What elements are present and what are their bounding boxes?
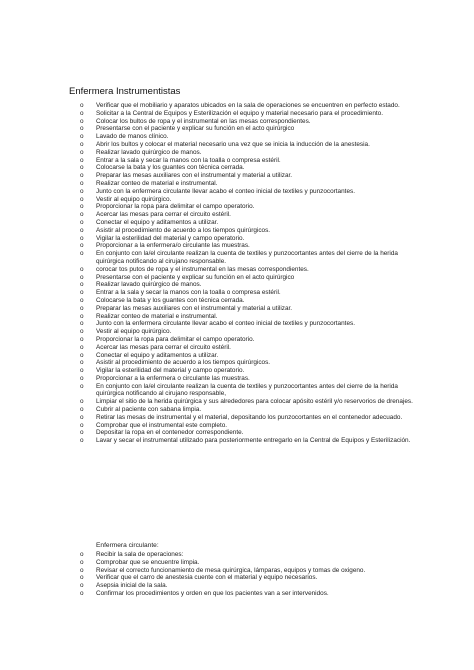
bullet-icon: o <box>80 558 84 566</box>
list-item <box>80 336 420 344</box>
list-item-text: Solicitar a la Central de Equipos y Esterilización el equipo y material necesario para el procedimiento. <box>96 109 384 117</box>
bullet-icon: o <box>80 429 84 437</box>
list-item <box>80 180 420 188</box>
list-item <box>80 297 420 305</box>
list-item-text: Proporcionar la ropa para delimitar el campo operatorio. <box>96 335 255 343</box>
list-item <box>80 313 420 321</box>
list-item-text: Limpiar el sitio de la herida quirúrgica y sus alrededores para colocar apósito estéril y/o reservorios de drenajes. <box>96 398 413 406</box>
list-item-text: Comprobar que el instrumental este completo. <box>96 421 228 429</box>
bullet-icon: o <box>80 117 84 125</box>
list-item-text: Vestir al equipo quirúrgico. <box>96 195 172 203</box>
list-item-text: Junto con la enfermera circulante llevar acabo el conteo inicial de textiles y punzocortantes. <box>96 187 355 195</box>
list-item-text: Proporcionar a la enfermera o circulante las muestras. <box>96 374 250 382</box>
list-item <box>80 567 420 575</box>
list-item-text: Vigilar la esterilidad del material y campo operatorio. <box>96 367 245 375</box>
list-item-text: En conjunto con la/el circulante realizan la cuenta de textiles y punzocortantes antes del cierre de la herida quirúrgica notificando al cirujano responsable. <box>96 250 398 265</box>
list-item-text: Recibir la sala de operaciones: <box>96 551 184 558</box>
list-item-text: Lavado de manos clínico. <box>96 133 169 141</box>
list-item <box>80 149 420 157</box>
bullet-icon: o <box>80 296 84 304</box>
list-item <box>80 203 420 211</box>
list-item-text: Comprobar que se encuentre limpia. <box>96 558 200 566</box>
bullet-icon: o <box>80 211 84 219</box>
list-item <box>80 250 420 266</box>
list-item-text: Proporcionar a la enfermera/o circulante las muestras. <box>96 242 250 250</box>
list-item <box>80 219 420 227</box>
list-item <box>80 102 420 110</box>
list-item <box>80 328 420 336</box>
list-item <box>80 582 420 590</box>
bullet-icon: o <box>80 312 84 320</box>
bullet-icon: o <box>80 589 84 597</box>
bullet-icon: o <box>80 133 84 141</box>
list-item-text: Realizar conteo de material e instrumental. <box>96 179 218 187</box>
list-item <box>80 211 420 219</box>
bullet-icon: o <box>80 359 84 367</box>
list-item <box>80 266 420 274</box>
list-item-text: Colocarse la bata y los guantes con técnica cerrada. <box>96 296 245 304</box>
list-item-text: Presentarse con el paciente y explicar su función en el acto quirúrgico <box>96 125 295 133</box>
list-item <box>80 242 420 250</box>
bullet-icon: o <box>80 351 84 359</box>
list-item-text: Proporcionar la ropa para delimitar el campo operatorio. <box>96 203 255 211</box>
list-item-text: Vigilar la esterilidad del material y campo operatorio. <box>96 234 245 242</box>
list-item-text: Cubrir al paciente con sabana limpia. <box>96 406 202 414</box>
list-item <box>80 196 420 204</box>
list-item-text: Asistir al procedimiento de acuerdo a los tiempos quirúrgicos. <box>96 359 271 367</box>
bullet-icon: o <box>80 437 84 445</box>
list-item-text: Asepsia inicial de la sala. <box>96 582 168 590</box>
list-item <box>80 227 420 235</box>
list-item-text: Conectar el equipo y aditamentos a utilizar. <box>96 351 219 359</box>
list-item <box>80 118 420 126</box>
list-item <box>80 383 420 399</box>
bullet-icon: o <box>80 398 84 406</box>
list-item <box>80 551 420 559</box>
list-item <box>80 559 420 567</box>
list-item-text: corocar tos putos de ropa y el instrumental en las mesas correspondientes. <box>96 265 309 273</box>
list-item <box>80 141 420 149</box>
list-item-text: En conjunto con la/el circulante realizan la cuenta de textiles y punzocortantes antes del cierre de la herida quirúrgica notificando al cirujano responsable, <box>96 382 398 398</box>
list-item-text: Acercar las mesas para cerrar el circuito estéril. <box>96 343 231 351</box>
list-item-text: Presentarse con el paciente y explicar su función en el acto quirúrgico <box>96 273 295 281</box>
list-item <box>80 125 420 133</box>
list-item <box>80 188 420 196</box>
bullet-icon: o <box>80 234 84 242</box>
list-item <box>80 574 420 582</box>
list-item-text: Realizar lavado quirúrgico de manos. <box>96 148 202 156</box>
bullet-icon: o <box>80 242 84 250</box>
list-item <box>80 305 420 313</box>
bullet-icon: o <box>80 156 84 164</box>
list-item <box>80 414 420 422</box>
bullet-icon: o <box>80 164 84 172</box>
list-item <box>80 274 420 282</box>
bullet-icon: o <box>80 374 84 382</box>
bullet-icon: o <box>80 335 84 343</box>
bullet-icon: o <box>80 304 84 312</box>
bullet-icon: o <box>80 328 84 336</box>
list-item-text: Preparar las mesas auxiliares con el instrumental y material a utilizar. <box>96 172 293 180</box>
list-item <box>80 437 420 445</box>
bullet-icon: o <box>80 566 84 574</box>
bullet-icon: o <box>80 203 84 211</box>
bullet-icon: o <box>80 551 84 558</box>
bullet-icon: o <box>80 218 84 226</box>
list-item-text: Abrir los bultos y colocar el material necesario una vez que se inicia la inducción de la anestesia. <box>96 140 370 148</box>
list-item-text: Depositar la ropa en el contenedor correspondiente. <box>96 429 244 437</box>
list-item-text: Confirmar los procedimientos y orden en que los pacientes van a ser intervenidos. <box>96 589 329 597</box>
bullet-icon: o <box>80 179 84 187</box>
bullet-icon: o <box>80 265 84 273</box>
bullet-icon: o <box>80 367 84 375</box>
bullet-icon: o <box>80 187 84 195</box>
bullet-icon: o <box>80 574 84 582</box>
list-item <box>80 235 420 243</box>
bullet-icon: o <box>80 172 84 180</box>
list-item <box>80 110 420 118</box>
bullet-icon: o <box>80 343 84 351</box>
list-item <box>80 133 420 141</box>
list-item-text: Entrar a la sala y secar la manos con la toalla o compresa estéril. <box>96 289 281 297</box>
list-item <box>80 320 420 328</box>
instrumentista-list <box>80 102 420 445</box>
bullet-icon: o <box>80 406 84 414</box>
list-item-text: Verificar que el carro de anestesia cuente con el material y equipo necesarios. <box>96 574 318 582</box>
bullet-icon: o <box>80 109 84 117</box>
list-item <box>80 429 420 437</box>
list-item <box>80 289 420 297</box>
bullet-icon: o <box>80 148 84 156</box>
list-item-text: Asistir al procedimiento de acuerdo a los tiempos quirúrgicos. <box>96 226 271 234</box>
list-item-text: Retirar las mesas de instrumental y el material, depositando los punzocortantes en el contenedor adecuado. <box>96 413 403 421</box>
list-item <box>80 157 420 165</box>
list-item-text: Vestir al equipo quirúrgico. <box>96 328 172 336</box>
circulante-list <box>80 551 420 598</box>
bullet-icon: o <box>80 413 84 421</box>
list-item-text: Entrar a la sala y secar la manos con la toalla o compresa estéril. <box>96 156 281 164</box>
list-item <box>80 281 420 289</box>
list-item-text: Colocar los bultos de ropa y el instrumental en las mesas correspondientes. <box>96 117 311 125</box>
circulante-heading: Enfermera circulante: <box>96 542 159 549</box>
bullet-icon: o <box>80 125 84 133</box>
list-item <box>80 172 420 180</box>
page-title: Enfermera Instrumentistas <box>69 86 181 97</box>
list-item-text: Preparar las mesas auxiliares con el instrumental y material a utilizar. <box>96 304 293 312</box>
list-item <box>80 344 420 352</box>
list-item-text: Colocarse la bata y los guantes con técnica cerrada. <box>96 164 245 172</box>
bullet-icon: o <box>80 273 84 281</box>
list-item-text: Revisar el correcto funcionamiento de mesa quirúrgica, lámparas, equipos y tomas de oxigeno. <box>96 566 366 574</box>
bullet-icon: o <box>80 226 84 234</box>
list-item <box>80 367 420 375</box>
list-item <box>80 359 420 367</box>
list-item-text: Junto con la enfermera circulante llevar acabo el conteo inicial de textiles y punzocortantes. <box>96 320 355 328</box>
list-item-text: Verificar que el mobiliario y aparatos ubicados en la sala de operaciones se encuentren en perfecto estado. <box>96 102 400 109</box>
list-item-text: Realizar conteo de material e instrumental. <box>96 312 218 320</box>
list-item <box>80 164 420 172</box>
bullet-icon: o <box>80 102 84 109</box>
list-item-text: Lavar y secar el instrumental utilizado para posteriormente entregarlo en la Central de Equipos y Esterilización. <box>96 437 411 445</box>
bullet-icon: o <box>80 582 84 590</box>
list-item <box>80 352 420 360</box>
bullet-icon: o <box>80 289 84 297</box>
list-item <box>80 406 420 414</box>
bullet-icon: o <box>80 421 84 429</box>
bullet-icon: o <box>80 195 84 203</box>
list-item <box>80 422 420 430</box>
list-item <box>80 375 420 383</box>
bullet-icon: o <box>80 320 84 328</box>
list-item-text: Conectar el equipo y aditamentos a utilizar. <box>96 218 219 226</box>
bullet-icon: o <box>80 281 84 289</box>
bullet-icon: o <box>80 250 84 258</box>
list-item-text: Acercar las mesas para cerrar el circuito estéril. <box>96 211 231 219</box>
list-item-text: Realizar lavado quirúrgico de manos. <box>96 281 202 289</box>
bullet-icon: o <box>80 382 84 390</box>
bullet-icon: o <box>80 140 84 148</box>
list-item <box>80 590 420 598</box>
list-item <box>80 398 420 406</box>
